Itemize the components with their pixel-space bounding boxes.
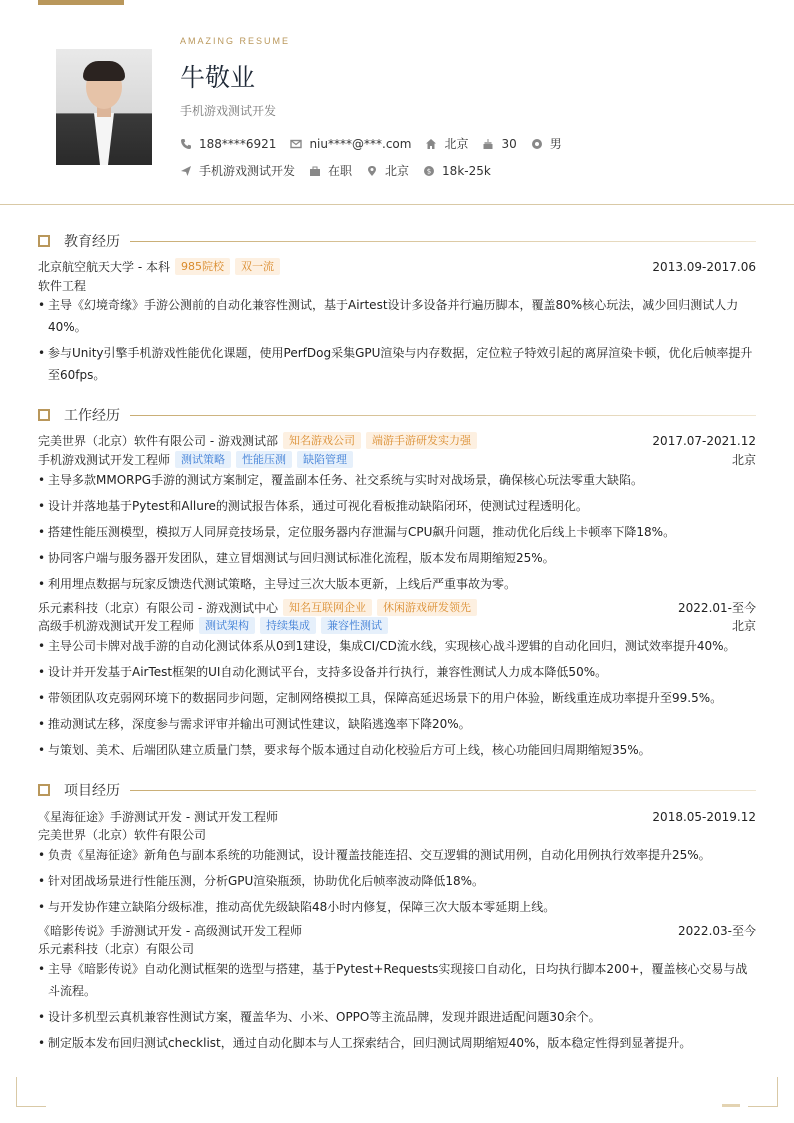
cake-icon [482,138,494,150]
list-item: • 参与Unity引擎手机游戏性能优化课题，使用PerfDog采集GPU渲染与内存数据，定位粒子特效引起的离屏渲染卡顿，优化后帧率提升至60fps。 [38,342,756,386]
major: 软件工程 [38,279,87,293]
section-marker-icon [38,235,50,247]
phone-info [180,137,276,151]
list-item: • 利用埋点数据与玩家反馈迭代测试策略，主导过三次大版本更新，上线后严重事故为零。 [38,573,756,595]
target-position-text: 手机游戏测试开发 [199,164,296,178]
job-status-text: 在职 [328,164,353,178]
school-tag: 双一流 [235,258,280,275]
list-item: • 针对团战场景进行性能压测，分析GPU渲染瓶颈，协助优化后帧率波动降低18%。 [38,870,756,892]
list-item: • 带领团队攻克弱网环境下的数据同步问题，定制网络模拟工具，保障高延迟场景下的用户体验，断线重连成功率提升至99.5%。 [38,687,756,709]
education-entry-header [38,258,756,275]
list-item: • 设计并落地基于Pytest和Allure的测试报告体系，通过可视化看板推动缺陷闭环，使测试过程透明化。 [38,495,756,517]
work-date: 2022.01-至今 [678,601,756,615]
skill-tag: 测试策略 [175,451,231,468]
list-item: • 推动测试左移，深度参与需求评审并输出可测试性建议，缺陷逃逸率下降20%。 [38,713,756,735]
target-position-info [180,162,295,179]
list-item: • 设计多机型云真机兼容性测试方案，覆盖华为、小米、OPPO等主流品牌，发现并跟进适配问题30余个。 [38,1006,756,1028]
section-marker-icon [38,409,50,421]
work-date: 2017.07-2021.12 [652,433,756,448]
resume-header [0,0,794,205]
skill-tag: 兼容性测试 [321,617,388,634]
residence-info [425,135,468,152]
education-date: 2013.09-2017.06 [652,259,756,274]
tagline: AMAZING RESUME [180,36,291,46]
role-line [38,617,756,634]
work-entry-header [38,599,756,616]
work-entry-header [38,432,756,449]
salary-icon [423,165,435,177]
company-tag: 休闲游戏研发领先 [377,599,477,616]
project-entry-header [38,808,756,825]
list-item: • 主导《幻境奇缘》手游公测前的自动化兼容性测试，基于Airtest设计多设备并行遍历脚本，覆盖80%核心玩法，减少回归测试人力40%。 [38,294,756,338]
svg-text:$: $ [426,167,432,176]
skill-tag: 测试架构 [199,617,255,634]
target-city-text: 北京 [385,164,410,178]
project-company: 完美世界（北京）软件有限公司 [38,828,207,842]
contact-info-row [180,135,576,152]
send-icon [180,165,192,177]
project-date: 2022.03-至今 [678,924,756,938]
gender-icon [531,138,543,150]
list-item: • 协同客户端与服务器开发团队，建立冒烟测试与回归测试标准化流程，版本发布周期缩短25%。 [38,547,756,569]
list-item: • 负责《星海征途》新角色与副本系统的功能测试，设计覆盖技能连招、交互逻辑的测试用例，自动化用例执行效率提升25%。 [38,844,756,866]
target-city-info [366,162,409,179]
education-section-title: 教育经历 [38,231,756,251]
work-section-title: 工作经历 [38,405,756,425]
project-entry-header [38,922,756,939]
role-title: 高级手机游戏测试开发工程师 [38,619,195,633]
list-item: • 搭建性能压测模型，模拟万人同屏竞技场景，定位服务器内存泄漏与CPU飙升问题，推动优化后线上卡顿率下降18%。 [38,521,756,543]
mail-icon [290,138,302,150]
email-text: niu****@***.com [309,136,412,151]
school-name: 北京航空航天大学 - 本科 [38,260,170,274]
project-company: 乐元素科技（北京）有限公司 [38,942,195,956]
salary-info [423,164,491,178]
page-corner-decoration [16,1077,46,1107]
projects-section-title: 项目经历 [38,780,756,800]
work-city: 北京 [731,453,756,467]
list-item: • 制定版本发布回归测试checklist，通过自动化脚本与人工探索结合，回归测试周期缩短40%，版本稳定性得到显著提升。 [38,1032,756,1054]
skill-tag: 性能压测 [236,451,292,468]
school-tag: 985院校 [175,258,230,275]
briefcase-icon [309,165,321,177]
list-item: • 与开发协作建立缺陷分级标准，推动高优先级缺陷48小时内修复，保障三次大版本零延期上线。 [38,896,756,918]
company-tag: 端游手游研发实力强 [366,432,477,449]
project-name: 《暗影传说》手游测试开发 - 高级测试开发工程师 [38,924,302,938]
project-company-line [38,826,756,843]
page-footer-mark [722,1104,740,1107]
salary-text: 18k-25k [442,163,491,178]
profile-photo [56,49,152,165]
home-icon [425,138,437,150]
job-status-info [309,162,352,179]
project-name: 《星海征途》手游测试开发 - 测试开发工程师 [38,810,278,824]
gender-info [531,135,562,152]
list-item: • 主导公司卡牌对战手游的自动化测试体系从0到1建设，集成CI/CD流水线，实现核心战斗逻辑的自动化回归，测试效率提升40%。 [38,635,756,657]
list-item: • 主导《暗影传说》自动化测试框架的选型与搭建，基于Pytest+Requests实现接口自动化，日均执行脚本200+，覆盖核心交易与战斗流程。 [38,958,756,1002]
email-info [290,137,411,151]
location-icon [366,165,378,177]
project-company-line [38,940,756,957]
page-corner-decoration [748,1077,778,1107]
work-city: 北京 [731,619,756,633]
company-tag: 知名游戏公司 [283,432,361,449]
residence-text: 北京 [444,137,469,151]
list-item: • 主导多款MMORPG手游的测试方案制定，覆盖副本任务、社交系统与实时对战场景，确保核心玩法零重大缺陷。 [38,469,756,491]
role-title: 手机游戏测试开发工程师 [38,453,171,467]
major-line [38,277,756,294]
gender-text: 男 [549,137,562,151]
company-name: 乐元素科技（北京）有限公司 - 游戏测试中心 [38,601,278,615]
company-name: 完美世界（北京）软件有限公司 - 游戏测试部 [38,434,278,448]
section-marker-icon [38,784,50,796]
job-info-row [180,162,505,179]
project-date: 2018.05-2019.12 [652,809,756,824]
company-tag: 知名互联网企业 [283,599,372,616]
phone-text: 188****6921 [199,136,277,151]
candidate-name: 牛敬业 [180,63,256,92]
list-item: • 设计并开发基于AirTest框架的UI自动化测试平台，支持多设备并行执行，兼容性测试人力成本降低50%。 [38,661,756,683]
skill-tag: 缺陷管理 [297,451,353,468]
skill-tag: 持续集成 [260,617,316,634]
age-text: 30 [501,136,517,151]
job-intention-subtitle: 手机游戏测试开发 [180,104,277,118]
phone-icon [180,138,192,150]
list-item: • 与策划、美术、后端团队建立质量门禁，要求每个版本通过自动化校验后方可上线，核心功能回归周期缩短35%。 [38,739,756,761]
age-info [482,137,516,151]
role-line [38,451,756,468]
